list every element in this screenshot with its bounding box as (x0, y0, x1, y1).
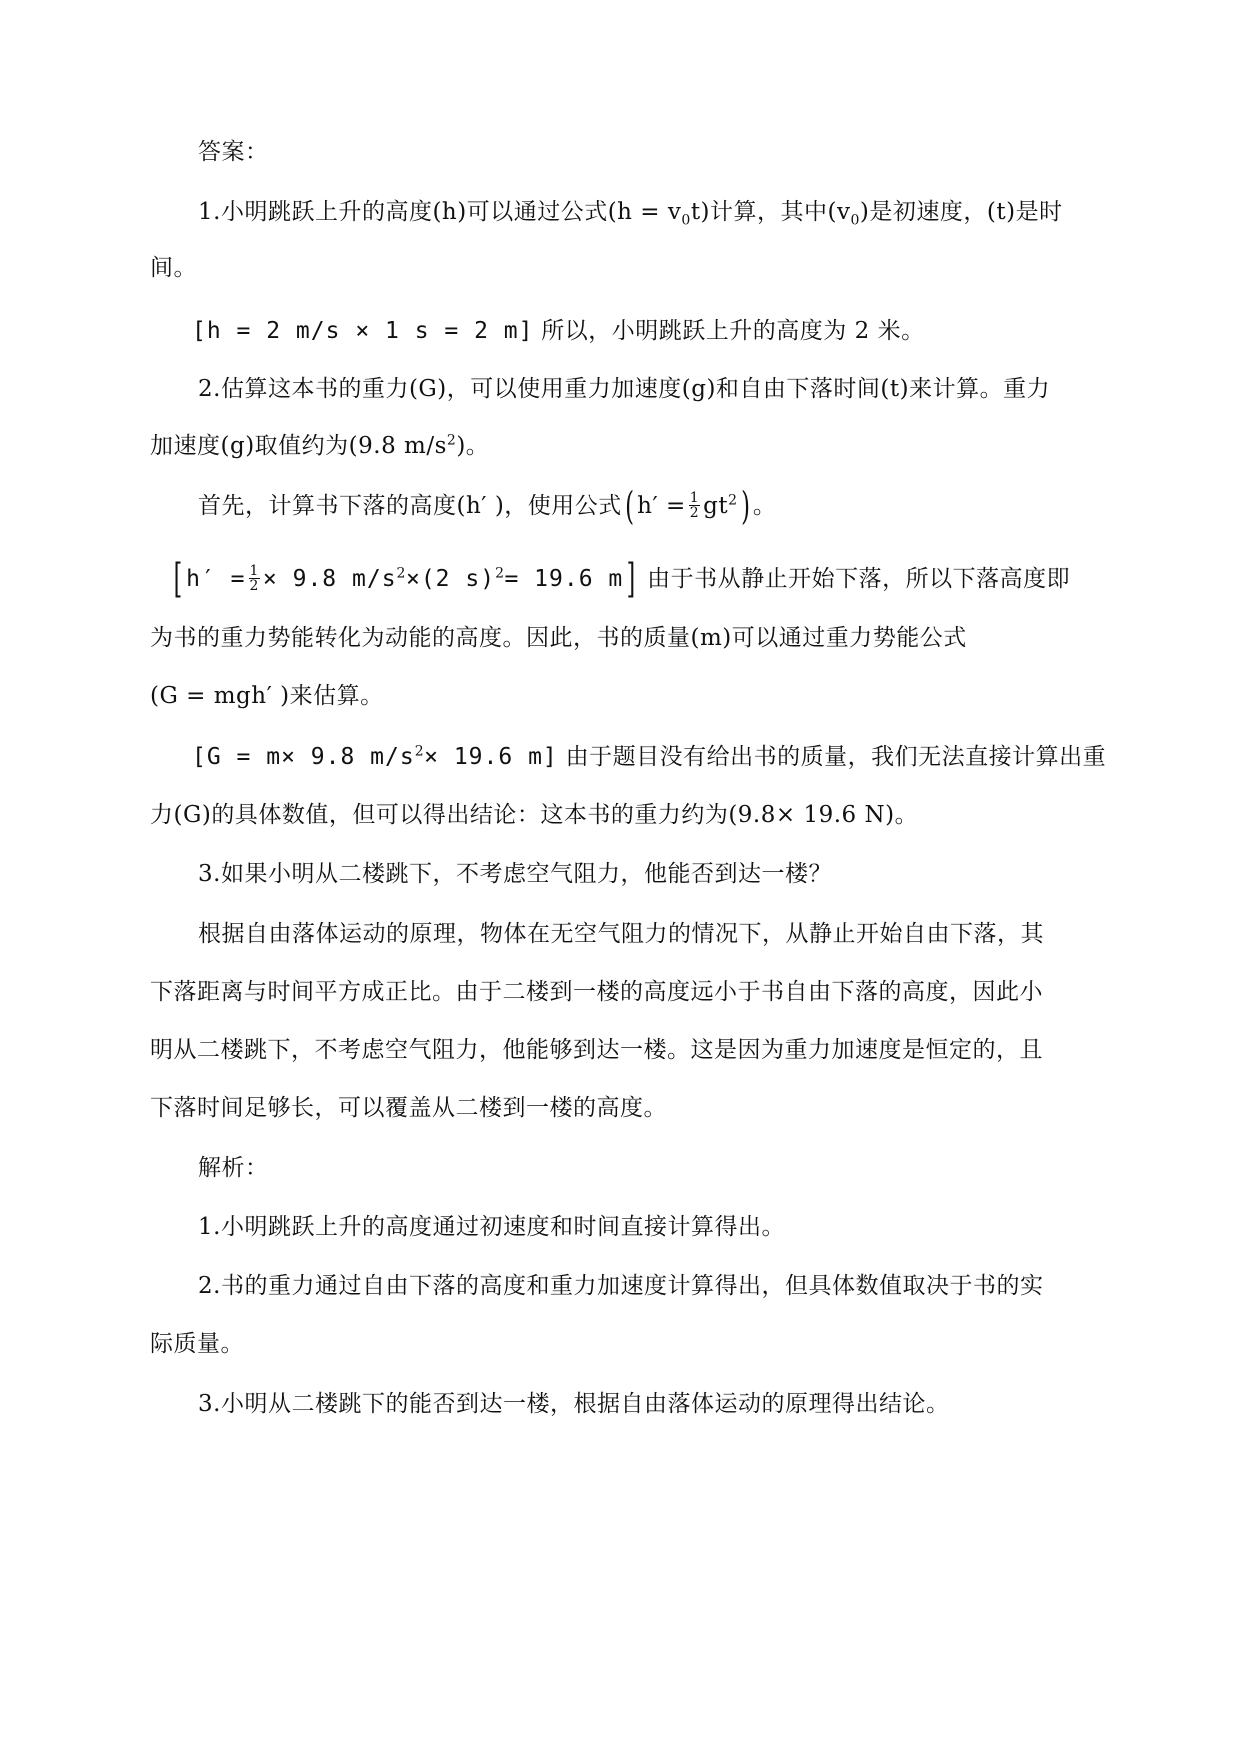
q1-text-a: 1.小明跳跃上升的高度(h)可以通过公式(h = v (198, 199, 682, 225)
q3-p2: 下落距离与时间平方成正比。由于二楼到一楼的高度远小于书自由下落的高度，因此小 (150, 979, 1043, 1005)
q2-first-end: 。 (752, 493, 777, 519)
q3-p3: 明从二楼跳下，不考虑空气阻力，他能够到达一楼。这是因为重力加速度是恒定的，且 (150, 1037, 1043, 1063)
answer-heading-text: 答案： (198, 139, 269, 165)
q2-g-text: (G = mgh′ )来估算。 (150, 683, 384, 709)
formula-open-paren: ( (624, 484, 635, 528)
q3-paragraph-line-1 (198, 918, 1098, 950)
q1-line-1 (198, 196, 1098, 228)
eq2-part-d: = 19.6 m (504, 566, 624, 592)
q2-first-line (198, 484, 1098, 528)
eq2-part-b: × 9.8 m/s (262, 566, 397, 592)
q2-energy-line (150, 622, 1095, 654)
analysis-item-2-cont-text: 际质量。 (150, 1331, 244, 1357)
q1-text-c: )是初速度，(t)是时 (859, 199, 1063, 225)
q2-eq3-line (192, 741, 1137, 773)
analysis-heading-text: 解析： (198, 1155, 269, 1181)
q2-line-2 (150, 430, 1095, 462)
q3-question-text: 3.如果小明从二楼跳下，不考虑空气阻力，他能否到达一楼？ (198, 861, 832, 887)
eq2-fraction-numerator: 1 (249, 562, 259, 579)
eq2-open-bracket: [ (173, 556, 183, 602)
q1-sub-b: 0 (850, 212, 860, 229)
q1-line-2 (150, 252, 1095, 284)
analysis-item-1-text: 1.小明跳跃上升的高度通过初速度和时间直接计算得出。 (198, 1214, 785, 1240)
q2-line-2-b: )。 (456, 433, 490, 459)
eq2-sup-2: 2 (495, 565, 505, 582)
q2-g-line (150, 680, 1095, 712)
q2-first-formula-sup: 2 (728, 492, 738, 509)
eq3-part-b: × 19.6 m] (424, 744, 558, 770)
q2-conclusion-line (150, 799, 1095, 831)
fraction-numerator: 1 (689, 489, 700, 506)
analysis-item-3-text: 3.小明从二楼跳下的能否到达一楼，根据自由落体运动的原理得出结论。 (198, 1391, 950, 1417)
q2-first-formula-a: h′ = (637, 493, 686, 519)
eq2-part-c: ×(2 s) (405, 566, 496, 592)
q1-text-b: t)计算，其中(v (690, 199, 851, 225)
q1-line-2-text: 间。 (150, 255, 197, 281)
fraction-denominator: 2 (689, 504, 700, 521)
analysis-item-2 (198, 1270, 1098, 1302)
analysis-item-3 (198, 1388, 1098, 1420)
eq2-close-bracket: ] (626, 556, 636, 602)
eq3-sup: 2 (414, 743, 425, 760)
q3-question (198, 858, 1098, 890)
answer-heading (198, 136, 1098, 168)
eq2-half-fraction (249, 564, 260, 593)
q3-paragraph-line-2 (150, 976, 1095, 1008)
q2-line-1 (198, 373, 1098, 405)
eq2-sup-1: 2 (396, 565, 406, 582)
q3-p4: 下落时间足够长，可以覆盖从二楼到一楼的高度。 (150, 1095, 667, 1121)
analysis-item-1 (198, 1211, 1098, 1243)
eq3-part-a: [G = m× 9.8 m/s (192, 744, 415, 770)
q3-paragraph-line-3 (150, 1034, 1095, 1066)
q1-equation: [h = 2 m/s × 1 s = 2 m] (192, 318, 534, 344)
analysis-item-2-text: 2.书的重力通过自由下落的高度和重力加速度计算得出，但具体数值取决于书的实 (198, 1273, 1044, 1299)
eq2-part-a: h′ = (186, 566, 246, 592)
half-fraction (689, 491, 700, 520)
q1-equation-line (192, 315, 1137, 347)
q1-sub-a: 0 (681, 212, 691, 229)
q2-first-formula-b: gt (703, 493, 729, 519)
eq3-tail: 由于题目没有给出书的质量，我们无法直接计算出重 (557, 744, 1107, 770)
eq2-fraction-denominator: 2 (249, 577, 259, 594)
q2-line-1-text: 2.估算这本书的重力(G)，可以使用重力加速度(g)和自由下落时间(t)来计算。重力 (198, 376, 1051, 402)
analysis-item-2-cont (150, 1328, 1095, 1360)
q2-first-text: 首先，计算书下落的高度(h′ )，使用公式 (198, 493, 622, 519)
q2-eq2-line (170, 556, 1115, 602)
q3-p1: 根据自由落体运动的原理，物体在无空气阻力的情况下，从静止开始自由下落，其 (198, 921, 1044, 947)
q2-conclusion-text: 力(G)的具体数值，但可以得出结论：这本书的重力约为(9.8× 19.6 N)。 (150, 802, 919, 828)
q2-energy-text: 为书的重力势能转化为动能的高度。因此，书的质量(m)可以通过重力势能公式 (150, 625, 967, 651)
eq2-tail: 由于书从静止开始下落，所以下落高度即 (639, 566, 1071, 592)
analysis-heading (198, 1152, 1098, 1184)
q2-line-2-sup: 2 (446, 432, 457, 449)
formula-close-paren: ) (740, 484, 750, 528)
q3-paragraph-line-4 (150, 1092, 1095, 1124)
q1-equation-tail: 所以，小明跳跃上升的高度为 2 米。 (533, 318, 925, 344)
q2-line-2-a: 加速度(g)取值约为(9.8 m/s (150, 433, 447, 459)
